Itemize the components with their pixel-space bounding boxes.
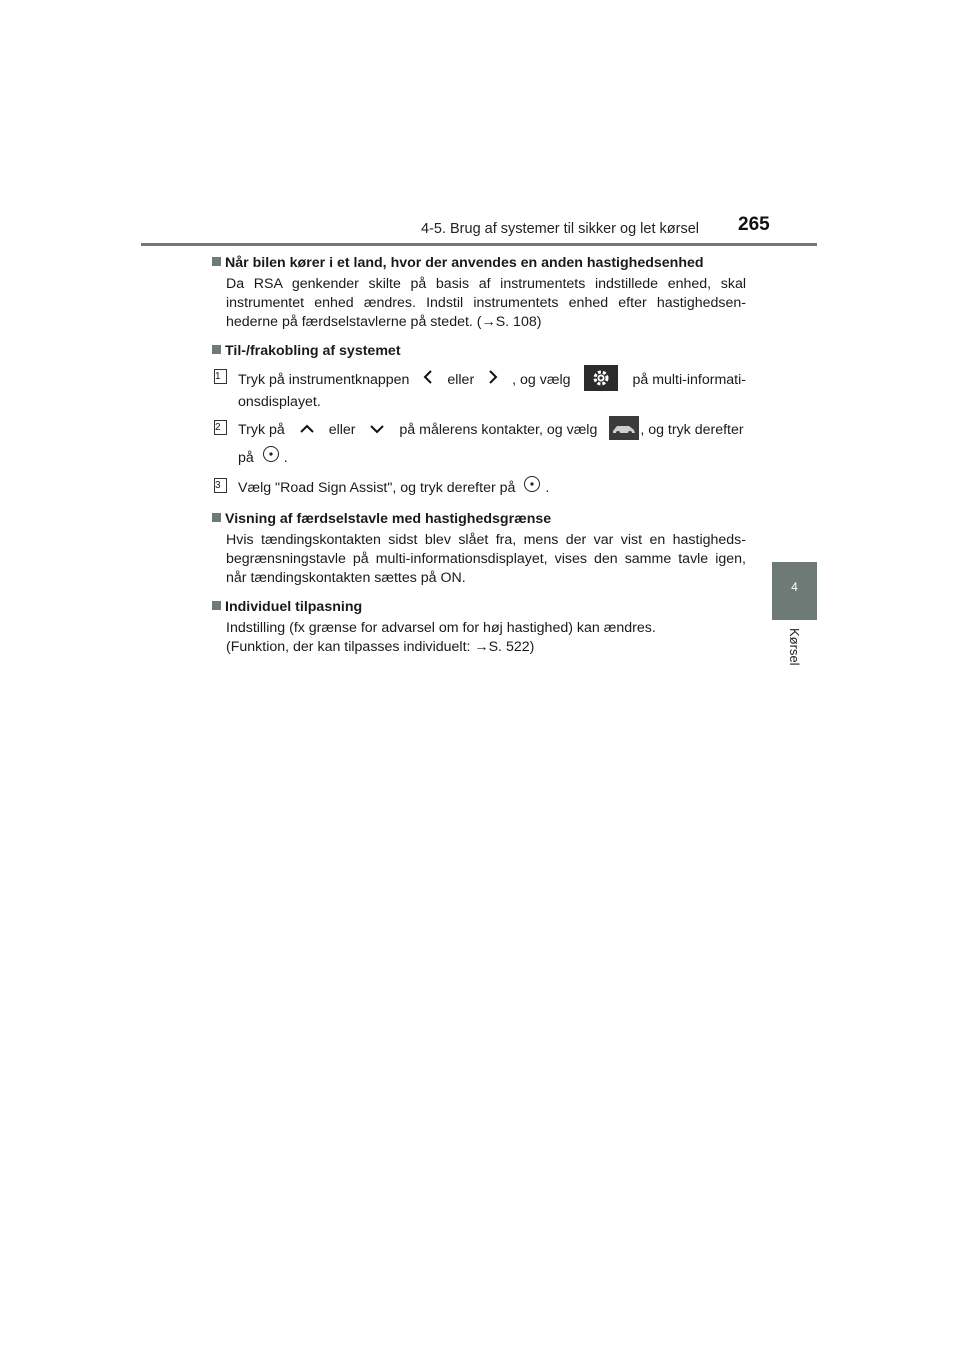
section-body-line: Indstilling (fx grænse for advarsel om for høj hastighed) kan ændres.: [226, 620, 656, 636]
step-text: eller: [328, 421, 356, 438]
enter-button-icon: [523, 475, 541, 499]
square-bullet-icon: [212, 257, 221, 266]
step-text: på multi-informati-onsdisplayet.: [238, 371, 746, 410]
step-text: på: [238, 449, 254, 466]
square-bullet-icon: [212, 345, 221, 354]
section-body: Hvis tændingskontakten sidst blev slået fra, mens der var vist en hastigheds-begrænsningstavle på multi-informationsdisplayet, vises den samme tavle igen, når tændingskontakten sættes på ON.: [226, 532, 746, 586]
chapter-label: Kørsel: [787, 628, 802, 666]
section-units: [212, 254, 746, 332]
section-heading: [212, 598, 746, 617]
section-toggle: [212, 342, 746, 500]
step-number: 2: [214, 420, 227, 435]
heading-text: Individuel tilpasning: [225, 599, 363, 615]
page-number: 265: [738, 214, 770, 235]
header-section-title: 4-5. Brug af systemer til sikker og let kørsel: [421, 221, 699, 237]
step-text: Tryk på instrumentknappen: [238, 371, 410, 388]
square-bullet-icon: [212, 513, 221, 522]
step-text: , og tryk derefter: [640, 421, 744, 438]
chevron-up-icon: [299, 421, 315, 440]
chevron-left-icon: [423, 369, 433, 391]
step-number: 3: [214, 478, 227, 493]
step-text: eller: [447, 371, 475, 388]
chevron-right-icon: [488, 369, 498, 391]
section-display: [212, 510, 746, 588]
heading-text: Til-/frakobling af systemet: [225, 343, 401, 359]
chevron-down-icon: [369, 421, 385, 440]
step-number: 1: [214, 369, 227, 384]
step-text: .: [283, 449, 288, 466]
header-rule: [141, 243, 817, 246]
enter-button-icon: [262, 445, 280, 469]
heading-text: Når bilen kører i et land, hvor der anvendes en anden hastighedsenhed: [225, 255, 704, 271]
section-custom: [212, 598, 746, 657]
step-text: Vælg "Road Sign Assist", og tryk derefter på: [238, 479, 516, 496]
chapter-number: 4: [791, 580, 798, 594]
step-text: på målerens kontakter, og vælg: [399, 421, 598, 438]
heading-text: Visning af færdselstavle med hastighedsgrænse: [225, 511, 552, 527]
page-content: [212, 254, 746, 667]
section-body: Da RSA genkender skilte på basis af instrumentets indstillede enhed, skal instrumentet enhed ændres. Indstil instrumentets enhed efter hastighedsen-hederne på færdselstavlerne på stedet. (→S. 108): [226, 276, 746, 330]
section-body-line: (Funktion, der kan tilpasses individuelt: →S. 522): [226, 639, 535, 655]
step-text: Tryk på: [238, 421, 285, 438]
section-heading: [212, 510, 746, 529]
gear-icon: [584, 365, 618, 391]
step-text: , og vælg: [512, 371, 571, 388]
chapter-tab: [772, 562, 817, 620]
step-1: [212, 367, 746, 412]
car-settings-icon: [609, 416, 639, 440]
step-2: [212, 418, 746, 470]
section-heading: [212, 342, 746, 361]
step-2-continuation: [238, 446, 746, 470]
section-heading: [212, 254, 746, 273]
step-3: [212, 476, 746, 500]
step-text: .: [545, 479, 550, 496]
square-bullet-icon: [212, 601, 221, 610]
